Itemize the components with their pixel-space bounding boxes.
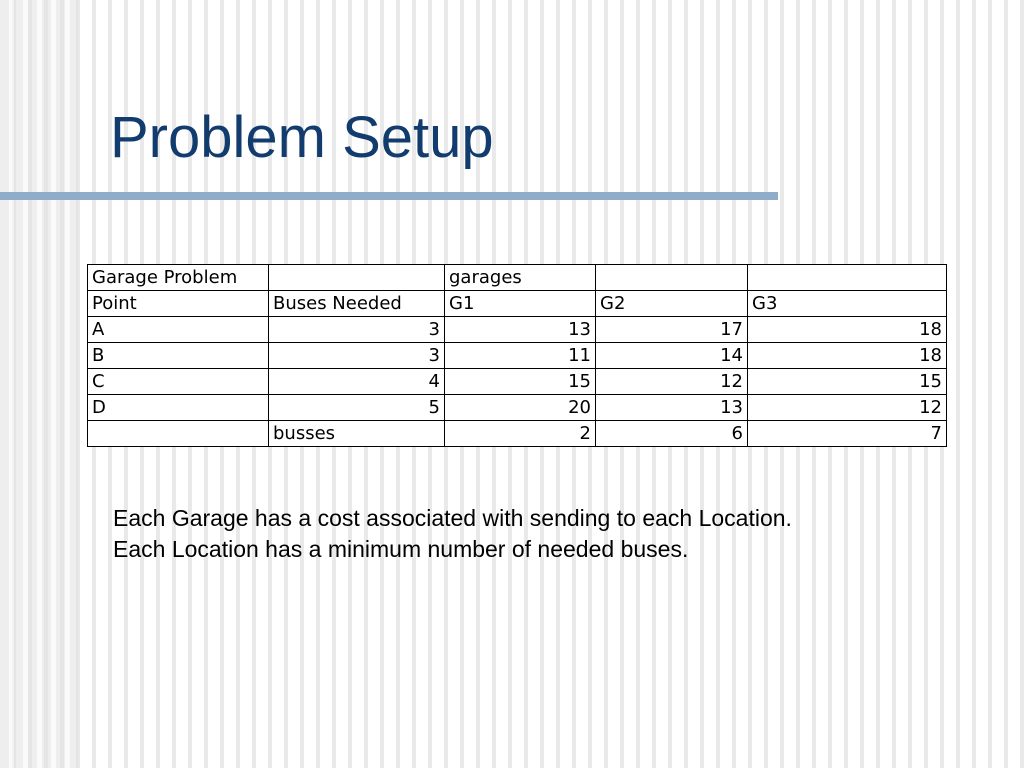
table-cell: Garage Problem — [88, 265, 269, 291]
garage-problem-table — [87, 264, 947, 447]
slide-body-text — [113, 503, 793, 565]
table-cell: 5 — [269, 395, 445, 421]
table-cell — [88, 421, 269, 447]
point-cell: D — [88, 395, 269, 421]
title-underline — [0, 192, 778, 200]
table-cell: 17 — [596, 317, 748, 343]
table-cell: 4 — [269, 369, 445, 395]
table-cell: garages — [445, 265, 596, 291]
table-row — [88, 343, 947, 369]
column-header: Buses Needed — [269, 291, 445, 317]
table-cell: 15 — [748, 369, 947, 395]
body-line: Each Location has a minimum number of needed buses. — [113, 536, 689, 562]
table-cell: 12 — [748, 395, 947, 421]
table-row — [88, 317, 947, 343]
background-stripe — [0, 0, 78, 768]
column-header: G2 — [596, 291, 748, 317]
table-cell — [269, 265, 445, 291]
point-cell: A — [88, 317, 269, 343]
column-header: Point — [88, 291, 269, 317]
table-cell — [596, 265, 748, 291]
table-footer-row — [88, 421, 947, 447]
column-header: G1 — [445, 291, 596, 317]
table-cell: 7 — [748, 421, 947, 447]
table-header-row — [88, 265, 947, 291]
table-row — [88, 395, 947, 421]
table-cell: 13 — [445, 317, 596, 343]
table-cell: 6 — [596, 421, 748, 447]
table-cell: 13 — [596, 395, 748, 421]
table-cell: 14 — [596, 343, 748, 369]
table-cell: 18 — [748, 317, 947, 343]
busses-label: busses — [269, 421, 445, 447]
table-cell: 12 — [596, 369, 748, 395]
table-cell: 11 — [445, 343, 596, 369]
slide-title: Problem Setup — [110, 105, 494, 170]
body-line: Each Garage has a cost associated with sending to each Location. — [113, 505, 792, 531]
table-cell: 15 — [445, 369, 596, 395]
table-column-header-row — [88, 291, 947, 317]
point-cell: B — [88, 343, 269, 369]
table-cell: 2 — [445, 421, 596, 447]
table-cell: 3 — [269, 343, 445, 369]
table-row — [88, 369, 947, 395]
table-cell: 3 — [269, 317, 445, 343]
point-cell: C — [88, 369, 269, 395]
column-header: G3 — [748, 291, 947, 317]
table-cell: 18 — [748, 343, 947, 369]
table-cell — [748, 265, 947, 291]
table-cell: 20 — [445, 395, 596, 421]
